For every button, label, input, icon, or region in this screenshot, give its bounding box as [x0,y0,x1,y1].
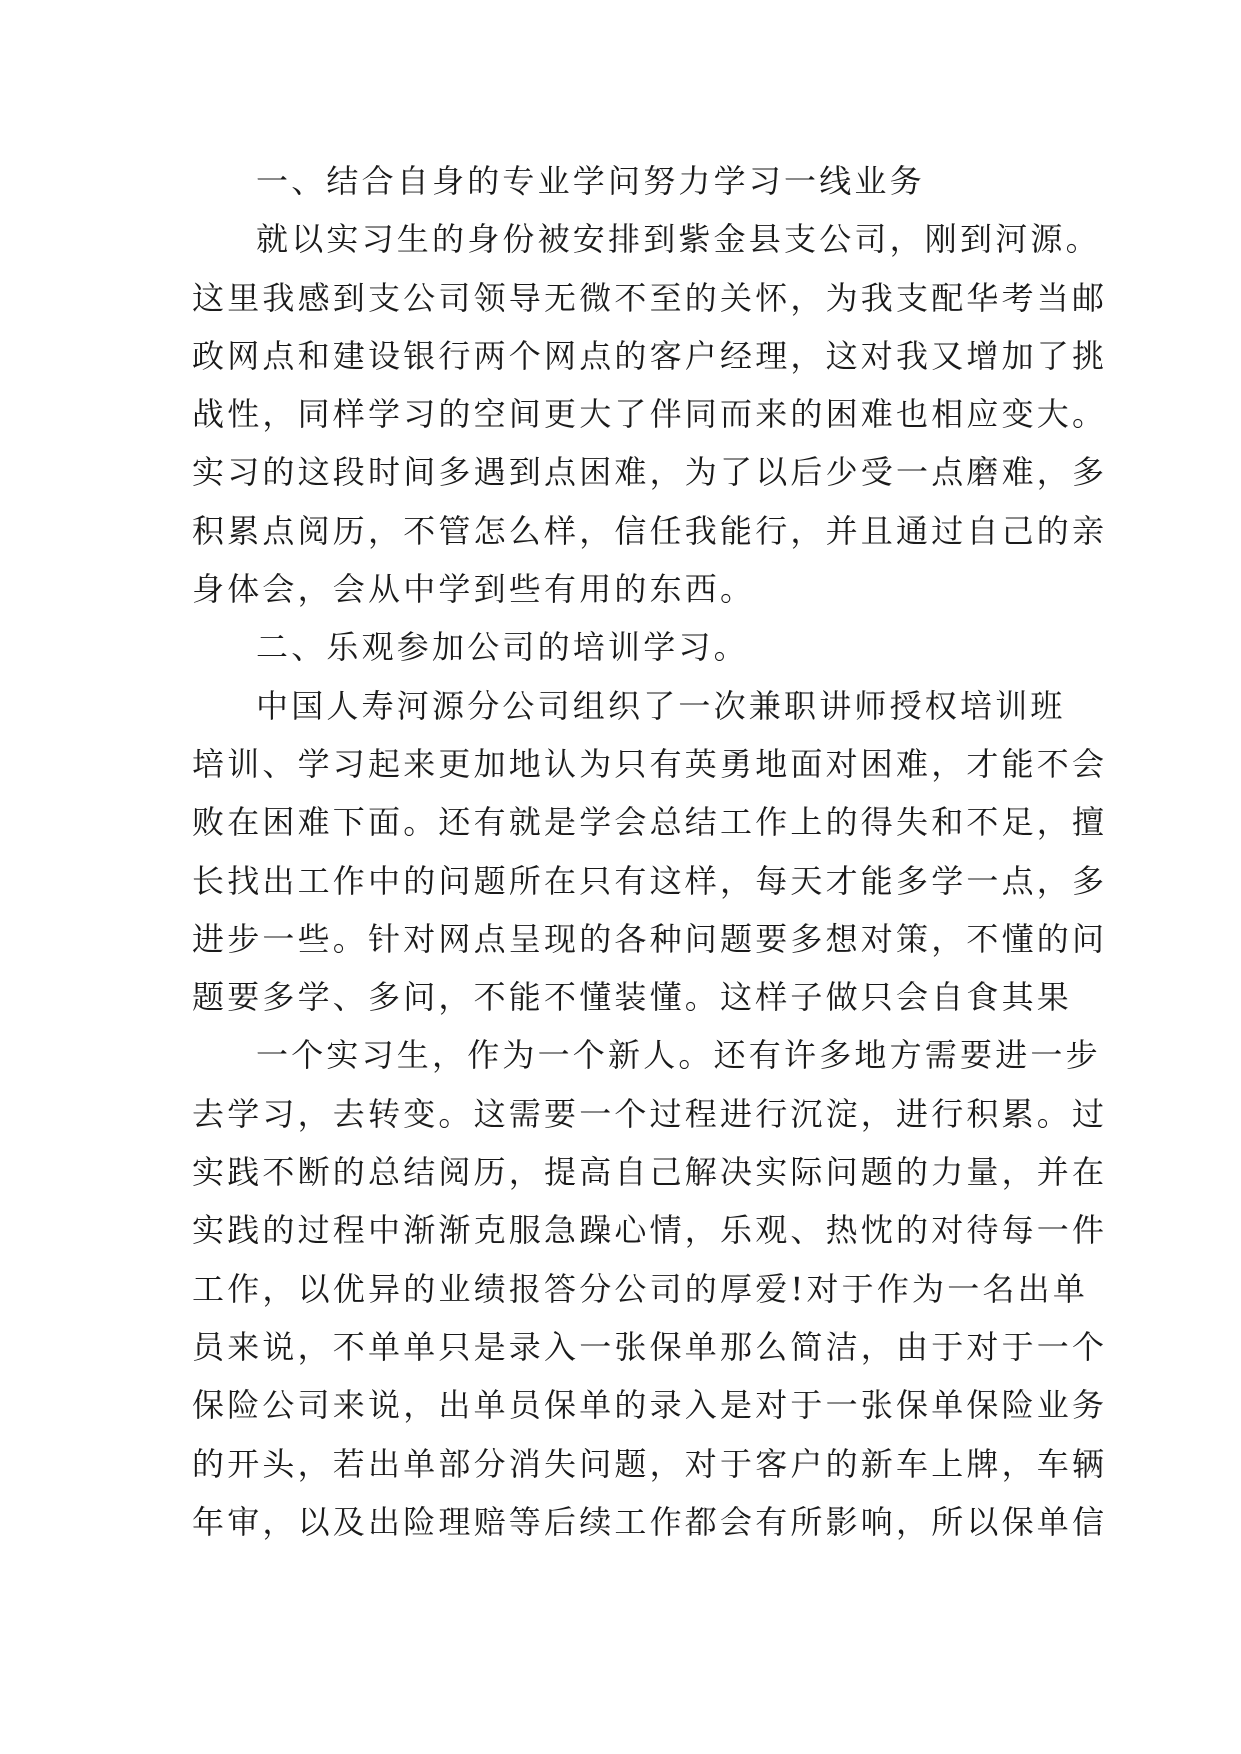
paragraph-line: 战性，同样学习的空间更大了伴同而来的困难也相应变大。 [192,395,1108,434]
paragraph-line: 中国人寿河源分公司组织了一次兼职讲师授权培训班 [256,686,1066,725]
document-body [192,152,1108,1551]
paragraph-line: 就以实习生的身份被安排到紫金县支公司，刚到河源。 [256,220,1101,259]
paragraph-line: 保险公司来说，出单员保单的录入是对于一张保单保险业务 [192,1386,1108,1425]
paragraph-line: 年审，以及出险理赔等后续工作都会有所影响，所以保单信 [192,1502,1108,1541]
section-heading-2: 二、乐观参加公司的培训学习。 [256,628,749,667]
paragraph-line: 工作，以优异的业绩报答分公司的厚爱!对于作为一名出单 [192,1269,1089,1308]
section-heading-1: 一、结合自身的专业学问努力学习一线业务 [256,162,925,200]
paragraph-line: 去学习，去转变。这需要一个过程进行沉淀，进行积累。过 [192,1094,1108,1133]
paragraph-line: 培训、学习起来更加地认为只有英勇地面对困难，才能不会 [192,744,1108,783]
paragraph-line: 实践不断的总结阅历，提高自己解决实际问题的力量，并在 [192,1153,1108,1192]
paragraph-line: 政网点和建设银行两个网点的客户经理，这对我又增加了挑 [192,336,1108,375]
paragraph-line: 积累点阅历，不管怎么样，信任我能行，并且通过自己的亲 [192,511,1108,550]
paragraph-line: 身体会，会从中学到些有用的东西。 [192,570,756,609]
paragraph-line: 一个实习生，作为一个新人。还有许多地方需要进一步 [256,1036,1101,1075]
paragraph-line: 实习的这段时间多遇到点困难，为了以后少受一点磨难，多 [192,453,1108,492]
paragraph-line: 实践的过程中渐渐克服急躁心情，乐观、热忱的对待每一件 [192,1211,1108,1250]
paragraph-line: 员来说，不单单只是录入一张保单那么简洁，由于对于一个 [192,1327,1108,1366]
paragraph-line: 这里我感到支公司领导无微不至的关怀，为我支配华考当邮 [192,278,1108,317]
paragraph-line: 题要多学、多问，不能不懂装懂。这样子做只会自食其果 [192,978,1073,1017]
paragraph-line: 进步一些。针对网点呈现的各种问题要多想对策，不懂的问 [192,919,1108,958]
paragraph-line: 败在困难下面。还有就是学会总结工作上的得失和不足，擅 [192,803,1108,842]
paragraph-line: 长找出工作中的问题所在只有这样，每天才能多学一点，多 [192,861,1108,900]
paragraph-line: 的开头，若出单部分消失问题，对于客户的新车上牌，车辆 [192,1444,1108,1483]
